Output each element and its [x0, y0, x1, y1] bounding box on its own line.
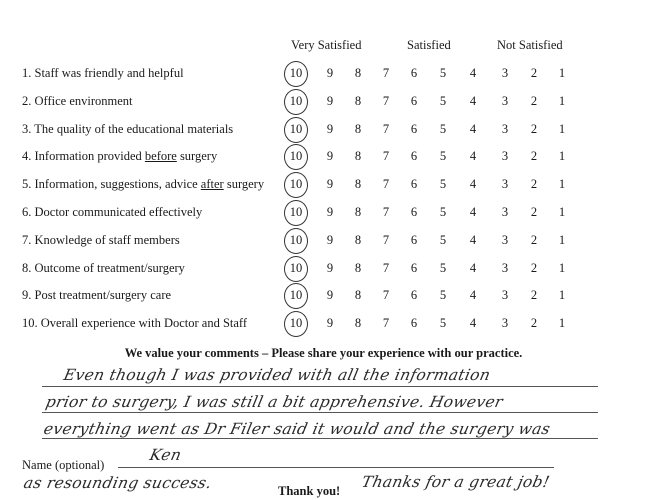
header-satisfied: Satisfied — [407, 38, 451, 52]
rating-option-6[interactable]: 6 — [410, 177, 418, 191]
rating-option-5[interactable]: 5 — [439, 66, 447, 80]
rating-option-5[interactable]: 5 — [439, 205, 447, 219]
rating-option-8[interactable]: 8 — [354, 94, 362, 108]
rating-option-1[interactable]: 1 — [558, 66, 566, 80]
rating-option-7[interactable]: 7 — [382, 288, 390, 302]
rating-option-10[interactable]: 10 — [289, 316, 303, 330]
header-not-satisfied: Not Satisfied — [497, 38, 563, 52]
selected-rating-circle — [284, 283, 308, 309]
question-text: 9. Post treatment/surgery care — [22, 288, 172, 302]
question-text: 10. Overall experience with Doctor and Staff — [22, 316, 248, 330]
rating-option-4[interactable]: 4 — [469, 288, 477, 302]
rating-option-2[interactable]: 2 — [530, 149, 538, 163]
question-label — [22, 233, 180, 248]
handwritten-thanks: Thanks for a great job! — [360, 473, 552, 491]
header-very-satisfied: Very Satisfied — [291, 38, 362, 52]
rating-option-5[interactable]: 5 — [439, 94, 447, 108]
rating-option-10[interactable]: 10 — [289, 233, 303, 247]
question-text: 6. Doctor communicated effectively — [22, 205, 203, 219]
rating-option-9[interactable]: 9 — [326, 94, 334, 108]
rating-option-3[interactable]: 3 — [501, 177, 509, 191]
question-label — [22, 205, 202, 220]
rating-option-3[interactable]: 3 — [501, 316, 509, 330]
rating-option-6[interactable]: 6 — [410, 94, 418, 108]
comments-heading: We value your comments – Please share your experience with our practice. — [124, 346, 523, 360]
rating-option-2[interactable]: 2 — [530, 94, 538, 108]
rating-option-6[interactable]: 6 — [410, 149, 418, 163]
rating-option-8[interactable]: 8 — [354, 205, 362, 219]
rating-option-2[interactable]: 2 — [530, 122, 538, 136]
rating-option-10[interactable]: 10 — [289, 205, 303, 219]
rating-option-3[interactable]: 3 — [501, 288, 509, 302]
rating-option-9[interactable]: 9 — [326, 233, 334, 247]
rating-option-3[interactable]: 3 — [501, 94, 509, 108]
rating-option-9[interactable]: 9 — [326, 288, 334, 302]
rating-option-1[interactable]: 1 — [558, 205, 566, 219]
question-text-tail: surgery — [223, 177, 265, 191]
selected-rating-circle — [284, 311, 308, 337]
rating-option-7[interactable]: 7 — [382, 66, 390, 80]
rating-option-1[interactable]: 1 — [558, 261, 566, 275]
rating-option-10[interactable]: 10 — [289, 149, 303, 163]
selected-rating-circle — [284, 89, 308, 115]
rating-option-1[interactable]: 1 — [558, 233, 566, 247]
rating-option-3[interactable]: 3 — [501, 261, 509, 275]
rating-option-5[interactable]: 5 — [439, 288, 447, 302]
rating-option-5[interactable]: 5 — [439, 316, 447, 330]
selected-rating-circle — [284, 256, 308, 282]
rating-option-7[interactable]: 7 — [382, 177, 390, 191]
rating-option-1[interactable]: 1 — [558, 94, 566, 108]
rating-option-1[interactable]: 1 — [558, 316, 566, 330]
rating-option-5[interactable]: 5 — [439, 177, 447, 191]
rating-option-10[interactable]: 10 — [289, 288, 303, 302]
rating-option-4[interactable]: 4 — [469, 205, 477, 219]
question-text-tail: surgery — [176, 149, 218, 163]
rating-option-6[interactable]: 6 — [410, 288, 418, 302]
rating-option-4[interactable]: 4 — [469, 122, 477, 136]
rating-option-6[interactable]: 6 — [410, 66, 418, 80]
rating-option-7[interactable]: 7 — [382, 122, 390, 136]
rating-option-2[interactable]: 2 — [530, 288, 538, 302]
rating-option-2[interactable]: 2 — [530, 177, 538, 191]
rating-option-8[interactable]: 8 — [354, 261, 362, 275]
rating-option-9[interactable]: 9 — [326, 122, 334, 136]
rating-option-5[interactable]: 5 — [439, 122, 447, 136]
question-label — [22, 177, 264, 192]
rating-option-6[interactable]: 6 — [410, 233, 418, 247]
rating-option-4[interactable]: 4 — [469, 149, 477, 163]
question-label — [22, 261, 185, 276]
rating-option-3[interactable]: 3 — [501, 149, 509, 163]
question-label — [22, 66, 184, 81]
rating-option-10[interactable]: 10 — [289, 261, 303, 275]
question-label — [22, 94, 133, 109]
rating-option-3[interactable]: 3 — [501, 122, 509, 136]
rating-option-8[interactable]: 8 — [354, 316, 362, 330]
selected-rating-circle — [284, 117, 308, 143]
rating-option-4[interactable]: 4 — [469, 316, 477, 330]
rating-option-6[interactable]: 6 — [410, 261, 418, 275]
rating-option-7[interactable]: 7 — [382, 149, 390, 163]
thank-you-text: Thank you! — [278, 484, 341, 498]
selected-rating-circle — [284, 172, 308, 198]
comment-line-3 — [42, 438, 598, 439]
rating-option-4[interactable]: 4 — [469, 66, 477, 80]
rating-option-9[interactable]: 9 — [326, 177, 334, 191]
selected-rating-circle — [284, 200, 308, 226]
rating-option-4[interactable]: 4 — [469, 177, 477, 191]
rating-option-1[interactable]: 1 — [558, 177, 566, 191]
handwritten-comment-line-3: everything went as Dr Filer said it would and the surgery was — [42, 420, 553, 438]
comment-line-2 — [42, 412, 598, 413]
question-text: 7. Knowledge of staff members — [22, 233, 180, 247]
rating-option-1[interactable]: 1 — [558, 122, 566, 136]
handwritten-comment-line-4: as resounding success. — [22, 474, 214, 492]
comment-line-1 — [42, 386, 598, 387]
rating-option-6[interactable]: 6 — [410, 205, 418, 219]
question-text: 4. Information provided — [22, 149, 145, 163]
question-label — [22, 122, 233, 137]
rating-option-4[interactable]: 4 — [469, 233, 477, 247]
handwritten-comment-line-1: Even though I was provided with all the information — [62, 366, 493, 384]
rating-option-9[interactable]: 9 — [326, 316, 334, 330]
rating-option-10[interactable]: 10 — [289, 94, 303, 108]
name-line — [118, 467, 554, 468]
handwritten-comment-line-2: prior to surgery, I was still a bit apprehensive. However — [44, 393, 505, 411]
question-emphasis: before — [144, 149, 177, 163]
rating-option-3[interactable]: 3 — [501, 205, 509, 219]
rating-option-8[interactable]: 8 — [354, 66, 362, 80]
rating-option-8[interactable]: 8 — [354, 288, 362, 302]
rating-option-4[interactable]: 4 — [469, 261, 477, 275]
rating-option-7[interactable]: 7 — [382, 233, 390, 247]
rating-option-9[interactable]: 9 — [326, 205, 334, 219]
rating-option-7[interactable]: 7 — [382, 261, 390, 275]
rating-option-7[interactable]: 7 — [382, 316, 390, 330]
handwritten-name: Ken — [148, 446, 184, 464]
rating-option-10[interactable]: 10 — [289, 122, 303, 136]
rating-option-10[interactable]: 10 — [289, 177, 303, 191]
rating-option-1[interactable]: 1 — [558, 288, 566, 302]
rating-option-6[interactable]: 6 — [410, 316, 418, 330]
rating-option-8[interactable]: 8 — [354, 177, 362, 191]
rating-option-8[interactable]: 8 — [354, 149, 362, 163]
rating-option-2[interactable]: 2 — [530, 316, 538, 330]
question-text: 5. Information, suggestions, advice — [22, 177, 201, 191]
rating-option-1[interactable]: 1 — [558, 149, 566, 163]
question-label — [22, 316, 247, 331]
rating-option-5[interactable]: 5 — [439, 261, 447, 275]
rating-option-5[interactable]: 5 — [439, 149, 447, 163]
rating-option-3[interactable]: 3 — [501, 233, 509, 247]
rating-option-2[interactable]: 2 — [530, 261, 538, 275]
rating-option-6[interactable]: 6 — [410, 122, 418, 136]
rating-option-9[interactable]: 9 — [326, 261, 334, 275]
selected-rating-circle — [284, 61, 308, 87]
selected-rating-circle — [284, 228, 308, 254]
rating-option-9[interactable]: 9 — [326, 149, 334, 163]
selected-rating-circle — [284, 144, 308, 170]
rating-option-2[interactable]: 2 — [530, 233, 538, 247]
question-text: 8. Outcome of treatment/surgery — [22, 261, 185, 275]
name-label: Name (optional) — [22, 458, 105, 472]
question-text: 3. The quality of the educational materials — [22, 122, 234, 136]
rating-option-10[interactable]: 10 — [289, 66, 303, 80]
rating-option-2[interactable]: 2 — [530, 66, 538, 80]
question-label — [22, 149, 217, 164]
rating-option-7[interactable]: 7 — [382, 94, 390, 108]
rating-option-4[interactable]: 4 — [469, 94, 477, 108]
rating-option-3[interactable]: 3 — [501, 66, 509, 80]
rating-option-7[interactable]: 7 — [382, 205, 390, 219]
question-label — [22, 288, 171, 303]
question-emphasis: after — [200, 177, 224, 191]
rating-option-5[interactable]: 5 — [439, 233, 447, 247]
rating-option-2[interactable]: 2 — [530, 205, 538, 219]
rating-option-9[interactable]: 9 — [326, 66, 334, 80]
rating-option-8[interactable]: 8 — [354, 233, 362, 247]
question-text: 1. Staff was friendly and helpful — [22, 66, 184, 80]
rating-option-8[interactable]: 8 — [354, 122, 362, 136]
question-text: 2. Office environment — [22, 94, 133, 108]
